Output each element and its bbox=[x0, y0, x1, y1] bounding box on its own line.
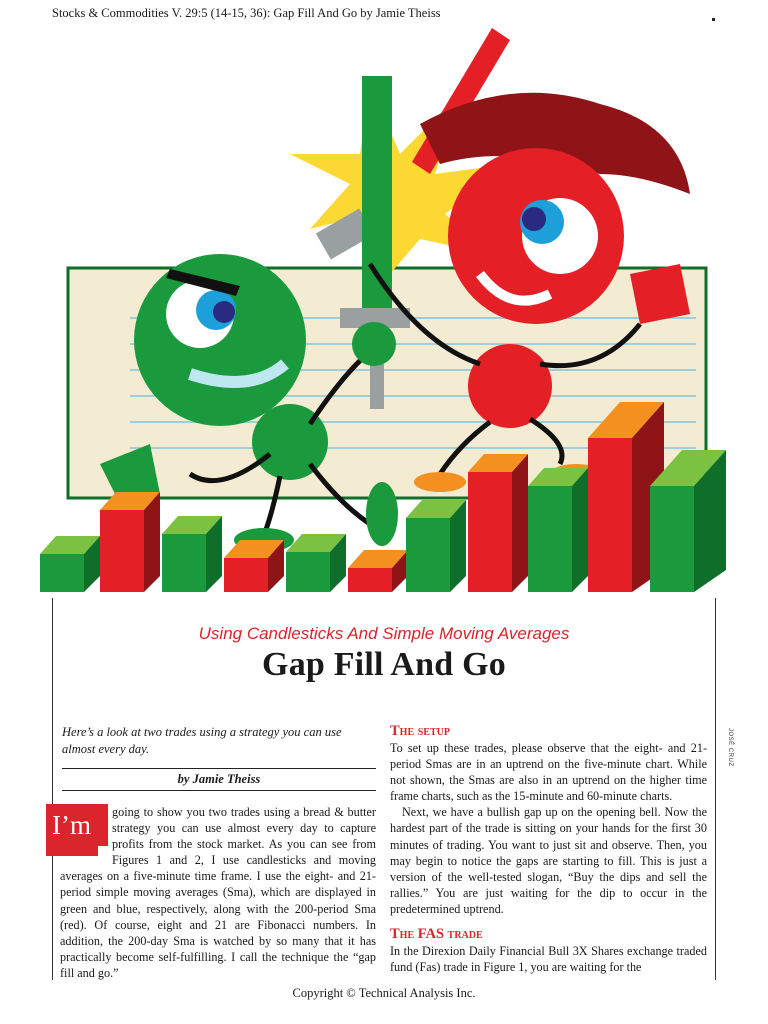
green-sword-hilt bbox=[370, 364, 384, 409]
fas-trade-paragraph-1: In the Direxion Daily Financial Bull 3X Shares exchange traded fund (Fas) trade in Figure 1, you are waiting for the bbox=[390, 944, 707, 975]
drop-cap-text: I’m bbox=[52, 810, 91, 840]
article-intro: Here’s a look at two trades using a strategy you can use almost every day. bbox=[62, 725, 342, 756]
body-text-right bbox=[390, 722, 707, 975]
section-heading-fas-trade: The FAS trade bbox=[390, 926, 483, 943]
cover-illustration bbox=[40, 24, 730, 599]
bar-2 bbox=[100, 492, 160, 592]
bar-3 bbox=[162, 516, 222, 592]
green-foot-right bbox=[366, 482, 398, 546]
section-heading-setup: The setup bbox=[390, 723, 450, 739]
bar-5 bbox=[286, 534, 346, 592]
drop-cap bbox=[46, 804, 108, 856]
byline-rule-bottom bbox=[62, 790, 376, 791]
green-fist bbox=[352, 322, 396, 366]
footer-copyright: Copyright © Technical Analysis Inc. bbox=[292, 986, 476, 1000]
article-subtitle: Using Candlesticks And Simple Moving Averages bbox=[198, 624, 570, 643]
drop-cap-corner bbox=[98, 846, 108, 856]
article-title: Gap Fill And Go bbox=[262, 646, 506, 683]
bar-9 bbox=[528, 468, 588, 592]
header-mark bbox=[712, 18, 715, 21]
article-byline: by Jamie Theiss bbox=[177, 772, 261, 786]
red-foot-left bbox=[414, 472, 466, 492]
setup-paragraph-2: Next, we have a bullish gap up on the opening bell. Now the hardest part of the trade is sitting on your hands for the first 30 minutes of trading. You want to just sit and observe. Then, you may begin to notice the gaps are starting to fill. This is just a version of the well-tested slogan, “Buy the dips and sell the rallies.” You are just waiting for the dip to occur in the predetermined uptrend. bbox=[390, 805, 707, 916]
illustration-credit: JOSÉ CRUZ bbox=[727, 728, 733, 767]
bar-1 bbox=[40, 536, 100, 592]
red-character-body bbox=[468, 344, 552, 428]
green-eye-pupil bbox=[213, 301, 235, 323]
red-fist bbox=[630, 264, 690, 324]
bar-6 bbox=[348, 550, 408, 592]
red-eye-pupil bbox=[522, 207, 546, 231]
setup-paragraph-1: To set up these trades, please observe that the eight- and 21-period Smas are in an uptrend on the five-minute chart. While not shown, the Smas are also in an uptrend on the higher time frame charts, such as the 15-minute and 60-minute charts. bbox=[390, 741, 707, 804]
header-citation: Stocks & Commodities V. 29:5 (14-15, 36): Gap Fill And Go by Jamie Theiss bbox=[52, 6, 441, 20]
bar-7 bbox=[406, 500, 466, 592]
body-left-text: going to show you two trades using a bread & butter strategy you can use almost every day to capture profits from the stock market. As you can see from Figures 1 and 2, I use candlesticks and moving averages on a five-minute time frame. I use the eight- and 21-period simple moving averages (Sma), which are displayed in green and blue, respectively, along with the 200-period Sma (red). Of course, eight and 21 are Fibonacci numbers. In addition, the 200-day Sma is watched by so many that it has practically become self-fulfilling. I call the technique the “gap fill and go.” bbox=[60, 805, 376, 980]
bar-8 bbox=[468, 454, 528, 592]
bar-4 bbox=[224, 540, 284, 592]
byline-rule-top bbox=[62, 768, 376, 769]
